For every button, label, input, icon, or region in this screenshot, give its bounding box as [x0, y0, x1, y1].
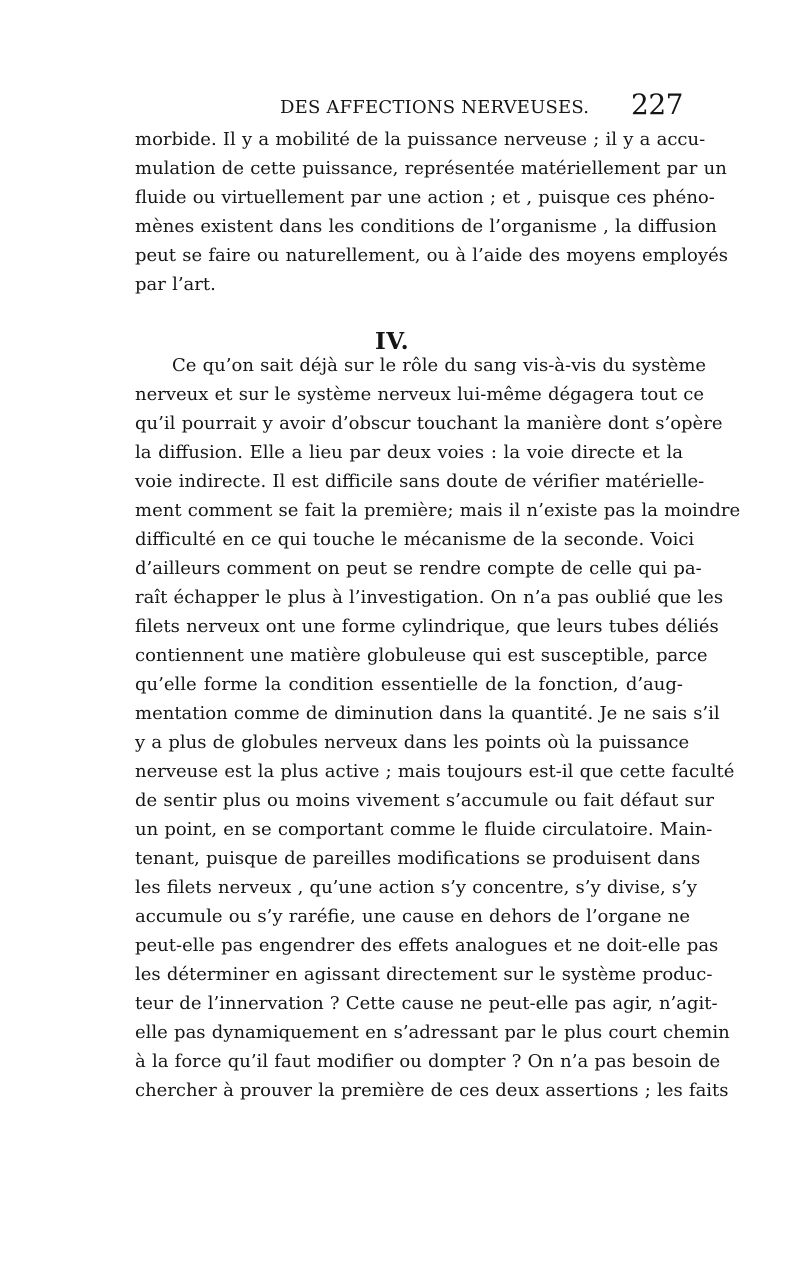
text-line: nerveuse est la plus active ; mais toujours est-il que cette faculté — [135, 761, 735, 782]
text-line: les filets nerveux , qu’une action s’y concentre, s’y divise, s’y — [135, 877, 698, 898]
text-line: les déterminer en agissant directement sur le système produc- — [135, 964, 713, 985]
text-line: la diffusion. Elle a lieu par deux voies : la voie directe et la — [135, 442, 683, 463]
text-line: peut-elle pas engendrer des effets analogues et ne doit-elle pas — [135, 935, 719, 956]
text-line: contiennent une matière globuleuse qui est susceptible, parce — [135, 645, 708, 666]
text-line: d’ailleurs comment on peut se rendre compte de celle qui pa- — [135, 558, 702, 579]
running-title: DES AFFECTIONS NERVEUSES. — [280, 97, 590, 118]
text-line: raît échapper le plus à l’investigation. On n’a pas oublié que les — [135, 587, 724, 608]
text-line: ment comment se fait la première; mais il n’existe pas la moindre — [135, 500, 741, 521]
text-line: à la force qu’il faut modifier ou dompter ? On n’a pas besoin de — [135, 1051, 721, 1072]
text-line: tenant, puisque de pareilles modifications se produisent dans — [135, 848, 701, 869]
text-line: accumule ou s’y raréfie, une cause en dehors de l’organe ne — [135, 906, 690, 927]
text-line: nerveux et sur le système nerveux lui-même dégagera tout ce — [135, 384, 705, 405]
text-line: mentation comme de diminution dans la quantité. Je ne sais s’il — [135, 703, 720, 724]
text-line: teur de l’innervation ? Cette cause ne peut-elle pas agir, n’agit- — [135, 993, 718, 1014]
page-header — [135, 88, 683, 128]
text-line: voie indirecte. Il est difficile sans doute de vérifier matérielle- — [135, 471, 705, 492]
text-line: peut se faire ou naturellement, ou à l’aide des moyens employés — [135, 245, 728, 266]
text-line: difficulté en ce qui touche le mécanisme de la seconde. Voici — [135, 529, 695, 550]
text-line: chercher à prouver la première de ces deux assertions ; les faits — [135, 1080, 729, 1101]
text-line: morbide. Il y a mobilité de la puissance nerveuse ; il y a accu- — [135, 129, 706, 150]
text-line: fluide ou virtuellement par une action ; et , puisque ces phéno- — [135, 187, 715, 208]
page-number: 227 — [631, 88, 683, 121]
text-line: y a plus de globules nerveux dans les points où la puissance — [135, 732, 690, 753]
text-line: de sentir plus ou moins vivement s’accumule ou fait défaut sur — [135, 790, 714, 811]
text-line: qu’elle forme la condition essentielle de la fonction, d’aug- — [135, 674, 683, 695]
text-line: filets nerveux ont une forme cylindrique, que leurs tubes déliés — [135, 616, 719, 637]
text-line: elle pas dynamiquement en s’adressant par le plus court chemin — [135, 1022, 730, 1043]
text-line: Ce qu’on sait déjà sur le rôle du sang vis-à-vis du système — [172, 355, 707, 376]
section-heading: IV. — [375, 328, 410, 356]
text-line: par l’art. — [135, 274, 216, 295]
text-line: mènes existent dans les conditions de l’organisme , la diffusion — [135, 216, 717, 237]
text-line: mulation de cette puissance, représentée matériellement par un — [135, 158, 727, 179]
text-line: un point, en se comportant comme le fluide circulatoire. Main- — [135, 819, 713, 840]
text-line: qu’il pourrait y avoir d’obscur touchant la manière dont s’opère — [135, 413, 723, 434]
